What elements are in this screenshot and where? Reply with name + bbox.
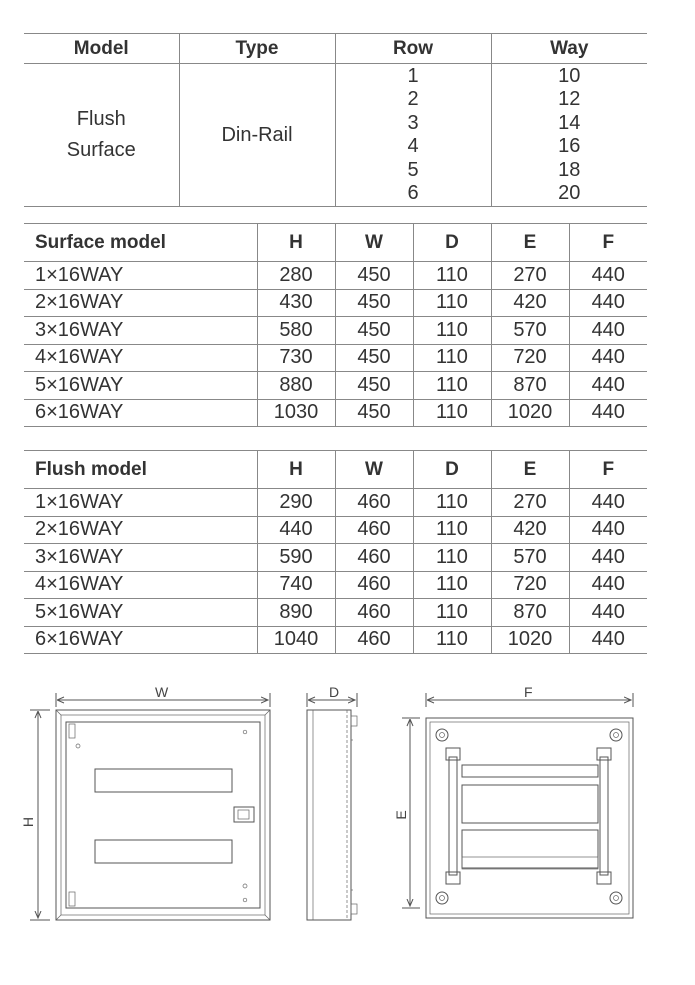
surface-dim-cell: 110 xyxy=(413,372,491,400)
flush-model-cell: 4×16WAY xyxy=(24,571,257,599)
surface-dim-cell: 110 xyxy=(413,262,491,290)
flush-dim-cell: 290 xyxy=(257,489,335,517)
row-value: 4 xyxy=(407,135,419,157)
mounting-view-drawing xyxy=(393,684,633,918)
model-surface: Surface xyxy=(66,139,136,161)
flush-model-cell: 5×16WAY xyxy=(24,599,257,627)
row-value: 3 xyxy=(407,111,419,134)
surface-header-model: Surface model xyxy=(24,224,257,262)
spec-header-model: Model xyxy=(24,34,179,64)
flush-dim-cell: 1040 xyxy=(257,626,335,654)
flush-model-cell: 3×16WAY xyxy=(24,544,257,572)
flush-model-cell: 1×16WAY xyxy=(24,489,257,517)
flush-dim-cell: 590 xyxy=(257,544,335,572)
surface-header-f: F xyxy=(569,224,647,262)
flush-dim-cell: 440 xyxy=(569,571,647,599)
flush-header-model: Flush model xyxy=(24,451,257,489)
flush-dim-cell: 420 xyxy=(491,516,569,544)
surface-dim-cell: 440 xyxy=(569,262,647,290)
row-value: 6 xyxy=(407,182,419,204)
flush-model-cell: 6×16WAY xyxy=(24,626,257,654)
flush-header-e: E xyxy=(491,451,569,489)
flush-dim-cell: 110 xyxy=(413,489,491,517)
way-value: 20 xyxy=(558,182,581,204)
flush-dim-cell: 1020 xyxy=(491,626,569,654)
way-value: 14 xyxy=(558,111,581,134)
surface-model-cell: 5×16WAY xyxy=(24,372,257,400)
row-value: 5 xyxy=(407,158,419,181)
surface-dim-cell: 730 xyxy=(257,344,335,372)
flush-dim-cell: 440 xyxy=(569,544,647,572)
flush-dim-cell: 440 xyxy=(569,516,647,544)
surface-header-h: H xyxy=(257,224,335,262)
surface-dim-cell: 270 xyxy=(491,262,569,290)
surface-dim-cell: 280 xyxy=(257,262,335,290)
row-value: 1 xyxy=(407,64,419,87)
surface-dim-cell: 110 xyxy=(413,344,491,372)
surface-header-w: W xyxy=(335,224,413,262)
surface-dim-cell: 880 xyxy=(257,372,335,400)
surface-model-cell: 4×16WAY xyxy=(24,344,257,372)
surface-dim-cell: 580 xyxy=(257,317,335,345)
spec-header-row: Row xyxy=(335,34,491,64)
way-value: 18 xyxy=(558,158,581,181)
flush-dim-cell: 720 xyxy=(491,571,569,599)
flush-model-cell: 2×16WAY xyxy=(24,516,257,544)
surface-dim-cell: 440 xyxy=(569,344,647,372)
flush-header-w: W xyxy=(335,451,413,489)
flush-dim-cell: 460 xyxy=(335,571,413,599)
flush-dim-cell: 110 xyxy=(413,626,491,654)
surface-dim-cell: 450 xyxy=(335,289,413,317)
surface-dim-cell: 1030 xyxy=(257,399,335,427)
surface-dim-cell: 1020 xyxy=(491,399,569,427)
flush-dim-cell: 440 xyxy=(257,516,335,544)
surface-dim-cell: 440 xyxy=(569,372,647,400)
surface-dim-cell: 450 xyxy=(335,372,413,400)
front-view-drawing xyxy=(20,684,270,920)
flush-dim-cell: 270 xyxy=(491,489,569,517)
flush-dim-cell: 110 xyxy=(413,571,491,599)
flush-dim-cell: 440 xyxy=(569,626,647,654)
flush-dim-cell: 440 xyxy=(569,489,647,517)
side-view-drawing xyxy=(307,684,357,920)
surface-dim-cell: 720 xyxy=(491,344,569,372)
spec-header-way: Way xyxy=(491,34,647,64)
flush-dim-cell: 740 xyxy=(257,571,335,599)
surface-dim-cell: 440 xyxy=(569,399,647,427)
flush-header-d: D xyxy=(413,451,491,489)
way-value: 16 xyxy=(558,135,581,157)
flush-dim-cell: 110 xyxy=(413,516,491,544)
width-label: W xyxy=(155,684,169,700)
depth-label: D xyxy=(329,684,340,700)
mount-height-label: E xyxy=(393,810,409,820)
surface-dim-cell: 870 xyxy=(491,372,569,400)
surface-dim-cell: 450 xyxy=(335,399,413,427)
surface-dim-cell: 110 xyxy=(413,317,491,345)
flush-dim-cell: 110 xyxy=(413,544,491,572)
surface-dim-cell: 110 xyxy=(413,289,491,317)
model-flush: Flush xyxy=(76,108,126,130)
flush-dim-cell: 460 xyxy=(335,599,413,627)
surface-header-d: D xyxy=(413,224,491,262)
surface-model-cell: 6×16WAY xyxy=(24,399,257,427)
flush-dim-cell: 870 xyxy=(491,599,569,627)
flush-dim-cell: 460 xyxy=(335,516,413,544)
surface-dim-cell: 110 xyxy=(413,399,491,427)
mount-width-label: F xyxy=(524,684,533,700)
surface-header-e: E xyxy=(491,224,569,262)
spec-type-cell: Din-Rail xyxy=(179,64,335,207)
flush-dim-cell: 440 xyxy=(569,599,647,627)
flush-dim-cell: 110 xyxy=(413,599,491,627)
height-label: H xyxy=(20,816,36,828)
flush-dim-cell: 460 xyxy=(335,626,413,654)
surface-model-cell: 2×16WAY xyxy=(24,289,257,317)
flush-header-h: H xyxy=(257,451,335,489)
way-value: 10 xyxy=(558,64,581,87)
surface-dim-cell: 440 xyxy=(569,317,647,345)
flush-dim-cell: 460 xyxy=(335,489,413,517)
flush-dim-cell: 890 xyxy=(257,599,335,627)
spec-header-type: Type xyxy=(179,34,335,64)
surface-dim-cell: 570 xyxy=(491,317,569,345)
surface-dim-cell: 450 xyxy=(335,344,413,372)
row-value: 2 xyxy=(407,88,419,110)
flush-dim-cell: 570 xyxy=(491,544,569,572)
surface-model-cell: 3×16WAY xyxy=(24,317,257,345)
surface-dim-cell: 430 xyxy=(257,289,335,317)
flush-header-f: F xyxy=(569,451,647,489)
flush-dim-cell: 460 xyxy=(335,544,413,572)
surface-model-cell: 1×16WAY xyxy=(24,262,257,290)
surface-dim-cell: 420 xyxy=(491,289,569,317)
surface-dim-cell: 440 xyxy=(569,289,647,317)
way-value: 12 xyxy=(558,88,581,110)
surface-dim-cell: 450 xyxy=(335,317,413,345)
surface-dim-cell: 450 xyxy=(335,262,413,290)
